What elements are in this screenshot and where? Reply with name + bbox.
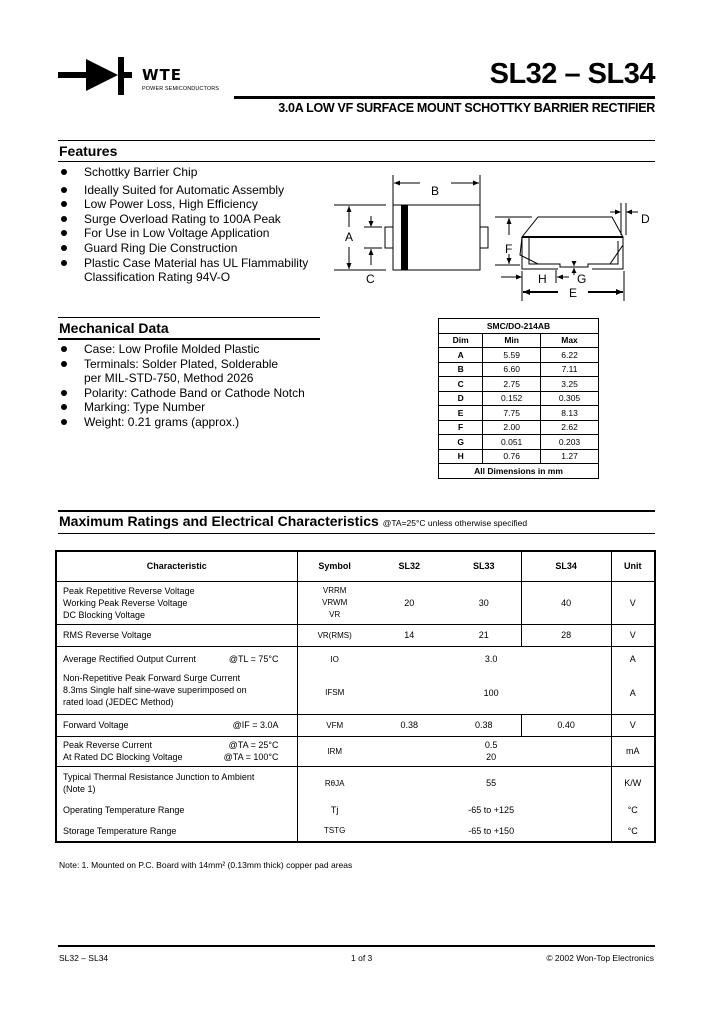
ratings-condition: @TA=25°C unless otherwise specified [382, 518, 528, 528]
feature-item: Schottky Barrier Chip [58, 165, 348, 180]
features-bottom-rule [58, 161, 655, 162]
package-outline-diagram [320, 165, 670, 305]
dim-label-e: E [569, 286, 578, 300]
subtitle: 3.0A LOW VF SURFACE MOUNT SCHOTTKY BARRIER RECTIFIER [278, 101, 655, 115]
dim-label-h: H [538, 272, 547, 286]
dimension-row: E 7.75 8.13 [439, 406, 599, 421]
dim-label-g: G [577, 272, 587, 286]
dimension-row: F 2.00 2.62 [439, 420, 599, 435]
part-title: SL32 – SL34 [489, 58, 655, 90]
logo-subtext: POWER SEMICONDUCTORS [142, 86, 220, 92]
dimension-package-header: SMC/DO-214AB [439, 319, 599, 334]
ratings-title: Maximum Ratings and Electrical Characteristics @TA=25°C unless otherwise specified [59, 513, 528, 529]
feature-item: Plastic Case Material has UL Flammability [58, 256, 348, 271]
feature-item: Surge Overload Rating to 100A Peak [58, 212, 348, 227]
mechanical-item-continuation: per MIL-STD-750, Method 2026 [84, 371, 254, 386]
ratings-bottom-rule [58, 533, 655, 534]
table-row-rja: Typical Thermal Resistance Junction to Ambient (Note 1) RθJA 55 K/W [56, 766, 655, 800]
diode-symbol-icon [58, 57, 138, 97]
bullet-icon [61, 404, 67, 410]
dimension-row: D 0.152 0.305 [439, 391, 599, 406]
dim-label-f: F [505, 242, 513, 256]
dimension-row: C 2.75 3.25 [439, 377, 599, 392]
feature-item: Ideally Suited for Automatic Assembly [58, 183, 348, 198]
table-row-vrrm: Peak Repetitive Reverse Voltage Working Peak Reverse Voltage DC Blocking Voltage VRRM VRWM VR 20 30 40 V [56, 581, 655, 624]
table-row-ifsm: Non-Repetitive Peak Forward Surge Current 8.3ms Single half sine-wave superimposed on rated load (JEDEC Method) IFSM 100 A [56, 672, 655, 714]
footnote: Note: 1. Mounted on P.C. Board with 14mm² (0.13mm thick) copper pad areas [59, 860, 353, 870]
bullet-icon [61, 361, 67, 367]
footer-rule [58, 945, 655, 947]
dim-label-b: B [431, 184, 440, 198]
table-row-vfm: Forward Voltage @IF = 3.0A VFM 0.38 0.38 0.40 V [56, 714, 655, 736]
dim-label-a: A [345, 230, 354, 244]
features-list [58, 165, 348, 285]
mechanical-list [58, 342, 348, 430]
features-title: Features [59, 143, 118, 159]
table-row-tstg: Storage Temperature Range TSTG -65 to +150 °C [56, 820, 655, 842]
ratings-table [55, 550, 656, 843]
mechanical-item: Case: Low Profile Molded Plastic [58, 342, 348, 357]
feature-item-continuation: Classification Rating 94V-O [84, 270, 231, 285]
bullet-icon [61, 260, 67, 266]
bullet-icon [61, 230, 67, 236]
wte-logo [58, 57, 220, 97]
dim-label-c: C [366, 272, 375, 286]
table-row-vrms: RMS Reverse Voltage VR(RMS) 14 21 28 V [56, 624, 655, 646]
logo-text: WTE [142, 66, 183, 84]
title-rule [234, 96, 655, 99]
bullet-icon [61, 419, 67, 425]
mechanical-title: Mechanical Data [59, 320, 169, 336]
feature-item: Guard Ring Die Construction [58, 241, 348, 256]
min-col-header: Min [483, 333, 541, 348]
dim-col-header: Dim [439, 333, 483, 348]
mechanical-item: Marking: Type Number [58, 400, 348, 415]
bullet-icon [61, 216, 67, 222]
dimension-footer: All Dimensions in mm [439, 464, 599, 479]
dimension-row: H 0.76 1.27 [439, 449, 599, 464]
dimension-table [438, 318, 599, 479]
footer-part: SL32 – SL34 [59, 953, 109, 963]
bullet-icon [61, 390, 67, 396]
table-row-tj: Operating Temperature Range Tj -65 to +125 °C [56, 800, 655, 820]
feature-item: Low Power Loss, High Efficiency [58, 197, 348, 212]
bullet-icon [61, 201, 67, 207]
dim-label-d: D [641, 212, 650, 226]
ratings-top-rule [58, 510, 655, 512]
mechanical-item: Weight: 0.21 grams (approx.) [58, 415, 348, 430]
ratings-header-row: Characteristic Symbol SL32 SL33 SL34 Unit [56, 551, 655, 581]
table-row-irm: @TA = 25°C Peak Reverse Current @TA = 100°C At Rated DC Blocking Voltage IRM 0.5 20 mA [56, 736, 655, 766]
bullet-icon [61, 346, 67, 352]
table-row-io: Average Rectified Output Current @TL = 75°C IO 3.0 A [56, 646, 655, 672]
mechanical-item: Terminals: Solder Plated, Solderable [58, 357, 348, 372]
dimension-row: G 0.051 0.203 [439, 435, 599, 450]
features-top-rule [58, 140, 655, 141]
mechanical-top-rule [58, 317, 320, 318]
bullet-icon [61, 187, 67, 193]
max-col-header: Max [541, 333, 599, 348]
footer-copyright: © 2002 Won-Top Electronics [546, 953, 654, 963]
feature-item: For Use in Low Voltage Application [58, 226, 348, 241]
mechanical-bottom-rule [58, 338, 320, 340]
dimension-row: B 6.60 7.11 [439, 362, 599, 377]
mechanical-item: Polarity: Cathode Band or Cathode Notch [58, 386, 348, 401]
bullet-icon [61, 169, 67, 175]
bullet-icon [61, 245, 67, 251]
footer-page: 1 of 3 [351, 953, 373, 963]
dimension-row: A 5.59 6.22 [439, 348, 599, 363]
